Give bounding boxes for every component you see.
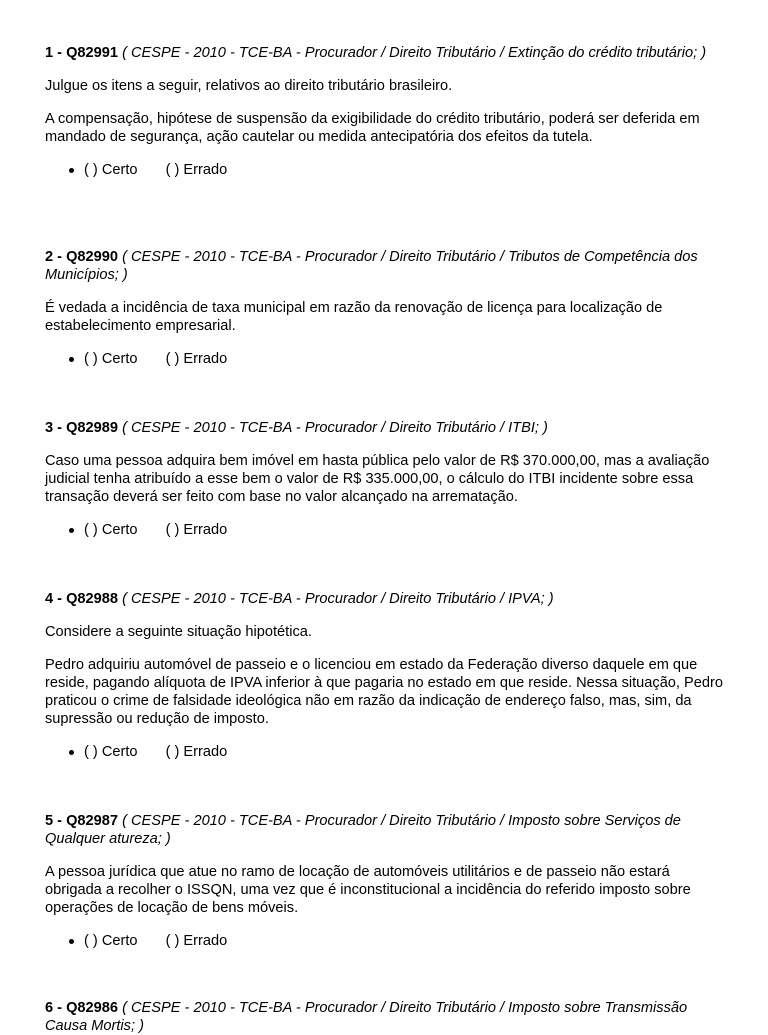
question-text: Caso uma pessoa adquira bem imóvel em hasta pública pelo valor de R$ 370.000,00, mas a avaliação judicial tenha atribuído a esse bem o valor de R$ 335.000,00, o cálculo do ITBI incidente sobre essa transação deverá ser feito com base no valor alcançado na arrematação.: [45, 453, 710, 505]
option-certo[interactable]: ( ) Certo: [84, 744, 138, 760]
option-certo[interactable]: ( ) Certo: [84, 933, 138, 949]
question-text: Considere a seguinte situação hipotética.: [45, 624, 312, 640]
question-source: ( CESPE - 2010 - TCE-BA - Procurador / Direito Tributário / Extinção do crédito tributário; ): [122, 45, 707, 61]
question-source: ( CESPE - 2010 - TCE-BA - Procurador / Direito Tributário / IPVA; ): [122, 591, 554, 607]
option-errado[interactable]: ( ) Errado: [165, 351, 228, 367]
question-1: [45, 44, 725, 179]
answer-options: [45, 521, 725, 539]
question-header: [45, 999, 725, 1035]
question-3: [45, 419, 725, 539]
question-header: [45, 419, 725, 437]
bullet-icon: [69, 939, 74, 944]
answer-options: [45, 161, 725, 179]
question-header: [45, 248, 725, 284]
option-errado[interactable]: ( ) Errado: [165, 522, 228, 538]
question-source: ( CESPE - 2010 - TCE-BA - Procurador / Direito Tributário / ITBI; ): [122, 420, 548, 436]
question-text: Pedro adquiriu automóvel de passeio e o licenciou em estado da Federação diverso daquele em que reside, pagando alíquota de IPVA inferior à que pagaria no estado em que reside. Nessa situação, Pedro praticou o crime de falsidade ideológica não em razão da indicação de endereço falso, mas, sim, da supressão ou redução de imposto.: [45, 657, 723, 727]
question-text: A compensação, hipótese de suspensão da exigibilidade do crédito tributário, poderá ser deferida em mandado de segurança, ação cautelar ou medida antecipatória dos efeitos da tutela.: [45, 111, 700, 145]
option-certo[interactable]: ( ) Certo: [84, 522, 138, 538]
question-header: [45, 590, 725, 608]
question-header: [45, 812, 725, 848]
bullet-icon: [69, 357, 74, 362]
bullet-icon: [69, 528, 74, 533]
answer-options: [45, 932, 725, 950]
question-4: [45, 590, 725, 761]
question-text: É vedada a incidência de taxa municipal em razão da renovação de licença para localização de estabelecimento empresarial.: [45, 300, 663, 334]
question-6: [45, 999, 725, 1035]
answer-options: [45, 350, 725, 368]
question-id: 4 - Q82988: [45, 591, 119, 607]
option-errado[interactable]: ( ) Errado: [165, 162, 228, 178]
option-certo[interactable]: ( ) Certo: [84, 162, 138, 178]
question-text: A pessoa jurídica que atue no ramo de locação de automóveis utilitários e de passeio não estará obrigada a recolher o ISSQN, uma vez que é inconstitucional a incidência do referido imposto sobre operações de locação de bens móveis.: [45, 864, 691, 916]
question-2: [45, 248, 725, 368]
question-source: ( CESPE - 2010 - TCE-BA - Procurador / Direito Tributário / Tributos de Competência dos Municípios; ): [45, 249, 698, 283]
option-certo[interactable]: ( ) Certo: [84, 351, 138, 367]
question-source: ( CESPE - 2010 - TCE-BA - Procurador / Direito Tributário / Imposto sobre Transmissão Causa Mortis; ): [45, 1000, 688, 1034]
question-id: 2 - Q82990: [45, 249, 119, 265]
question-id: 3 - Q82989: [45, 420, 119, 436]
question-text: Julgue os itens a seguir, relativos ao direito tributário brasileiro.: [45, 78, 453, 94]
option-errado[interactable]: ( ) Errado: [165, 933, 228, 949]
question-id: 1 - Q82991: [45, 45, 119, 61]
bullet-icon: [69, 168, 74, 173]
question-source: ( CESPE - 2010 - TCE-BA - Procurador / Direito Tributário / Imposto sobre Serviços de Qualquer atureza; ): [45, 813, 681, 847]
bullet-icon: [69, 750, 74, 755]
question-5: [45, 812, 725, 950]
question-id: 5 - Q82987: [45, 813, 119, 829]
question-header: [45, 44, 725, 62]
question-id: 6 - Q82986: [45, 1000, 119, 1016]
option-errado[interactable]: ( ) Errado: [165, 744, 228, 760]
answer-options: [45, 743, 725, 761]
